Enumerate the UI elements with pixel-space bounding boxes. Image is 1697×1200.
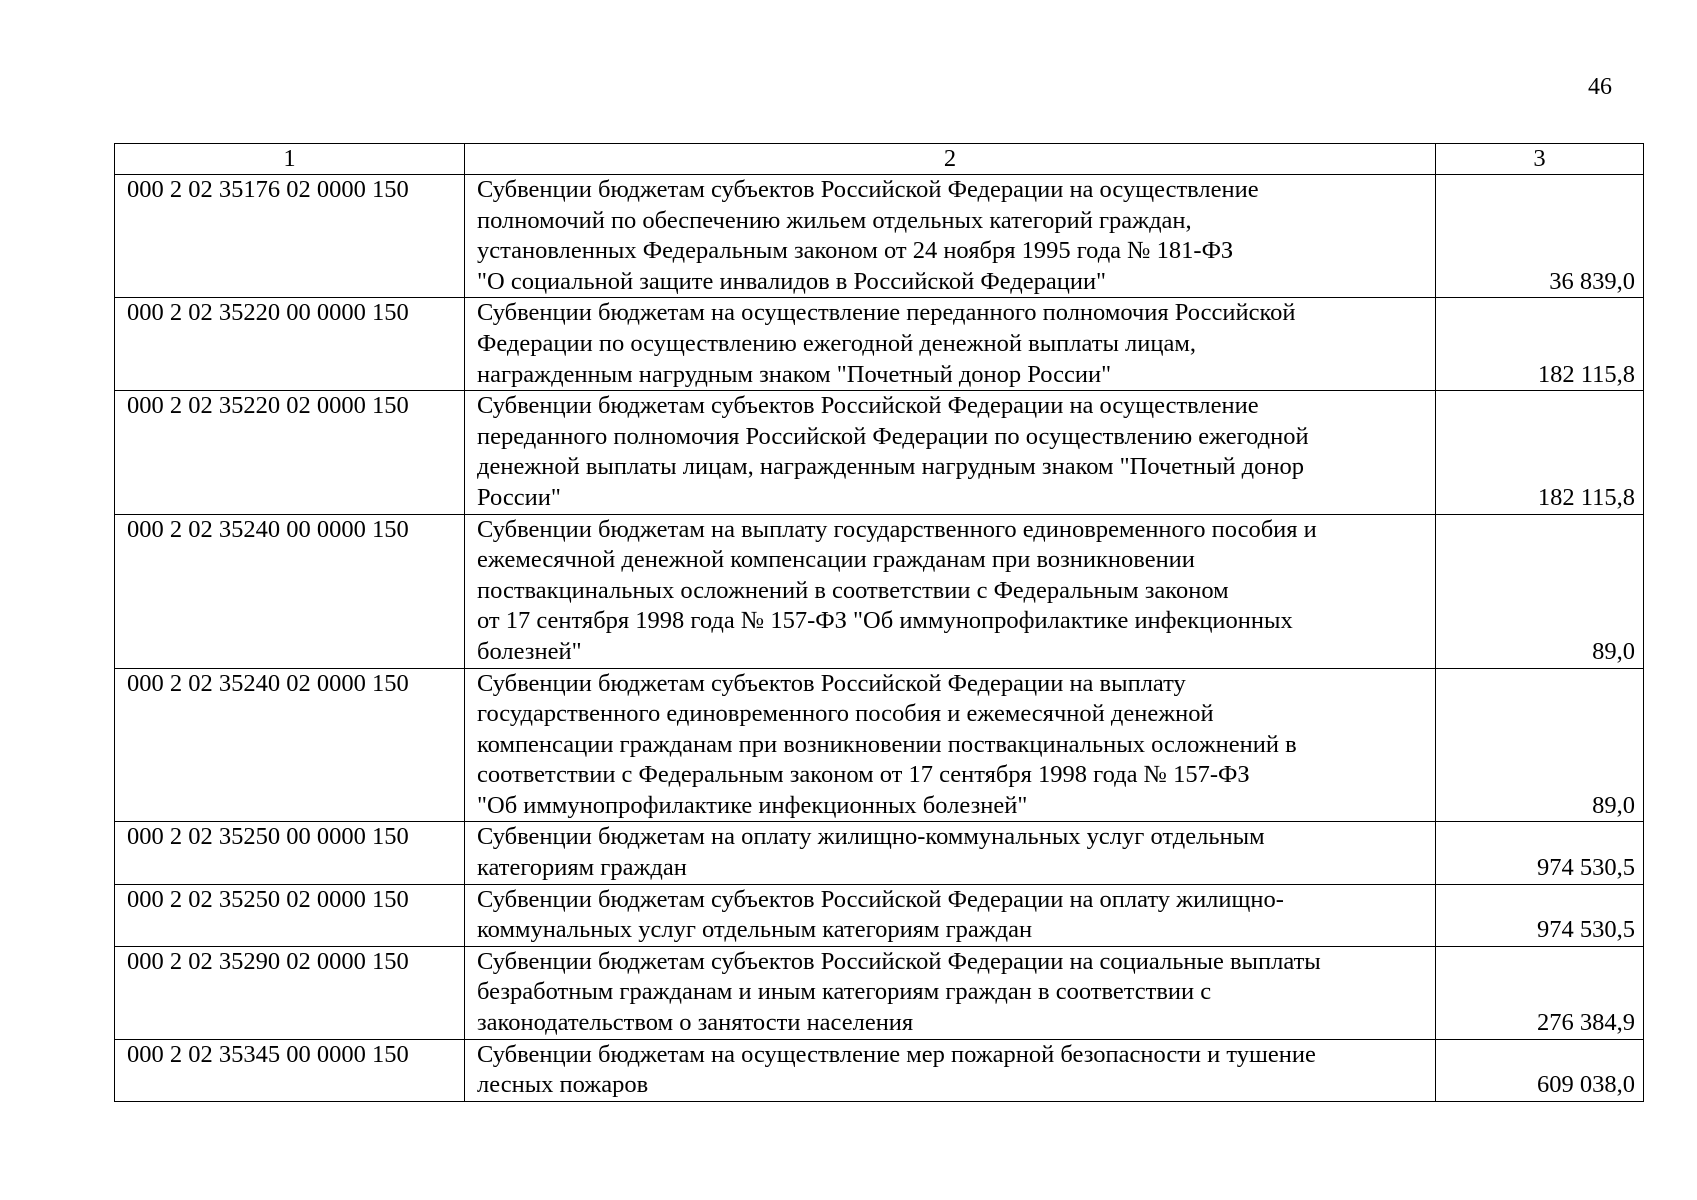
table-row (115, 946, 1644, 1039)
table-row (115, 514, 1644, 668)
description-line: Субвенции бюджетам субъектов Российской Федерации на осуществление (477, 392, 1259, 420)
table-header-row (115, 144, 1644, 175)
description-line: ежемесячной денежной компенсации гражданам при возникновении (477, 546, 1195, 574)
table-row (115, 1039, 1644, 1101)
cell-description (465, 175, 1436, 298)
cell-budget-code: 000 2 02 35240 02 0000 150 (115, 668, 465, 822)
cell-description (465, 668, 1436, 822)
description-line: Федерации по осуществлению ежегодной денежной выплаты лицам, (477, 329, 1197, 357)
table-row (115, 175, 1644, 298)
description-line: денежной выплаты лицам, награжденным нагрудным знаком "Почетный донор (477, 453, 1304, 481)
description-line: от 17 сентября 1998 года № 157-ФЗ "Об иммунопрофилактике инфекционных (477, 607, 1293, 635)
cell-budget-code: 000 2 02 35345 00 0000 150 (115, 1039, 465, 1101)
description-line: России" (477, 483, 561, 511)
cell-description (465, 391, 1436, 514)
cell-amount: 276 384,9 (1436, 946, 1644, 1039)
description-line: безработным гражданам и иным категориям граждан в соответствии с (477, 978, 1212, 1006)
cell-description (465, 298, 1436, 391)
table-row (115, 884, 1644, 946)
description-line: соответствии с Федеральным законом от 17 сентября 1998 года № 157-ФЗ (477, 761, 1250, 789)
cell-description (465, 822, 1436, 884)
description-line: законодательством о занятости населения (477, 1009, 914, 1037)
description-line: Субвенции бюджетам субъектов Российской Федерации на выплату (477, 669, 1186, 697)
cell-amount: 974 530,5 (1436, 822, 1644, 884)
cell-amount: 182 115,8 (1436, 298, 1644, 391)
cell-description (465, 1039, 1436, 1101)
cell-budget-code: 000 2 02 35220 00 0000 150 (115, 298, 465, 391)
description-line: установленных Федеральным законом от 24 ноября 1995 года № 181-ФЗ (477, 237, 1234, 265)
description-line: категориям граждан (477, 854, 687, 882)
column-header-description: 2 (465, 144, 1436, 175)
table-row (115, 298, 1644, 391)
description-line: поствакцинальных осложнений в соответствии с Федеральным законом (477, 576, 1229, 604)
cell-amount: 182 115,8 (1436, 391, 1644, 514)
table-row (115, 822, 1644, 884)
cell-amount: 89,0 (1436, 514, 1644, 668)
description-line: "Об иммунопрофилактике инфекционных болезней" (477, 791, 1028, 819)
description-line: Субвенции бюджетам субъектов Российской Федерации на оплату жилищно- (477, 885, 1284, 913)
page-number: 46 (1588, 74, 1612, 100)
description-line: государственного единовременного пособия и ежемесячной денежной (477, 700, 1214, 728)
cell-description (465, 946, 1436, 1039)
description-line: "О социальной защите инвалидов в Российской Федерации" (477, 267, 1107, 295)
column-header-code: 1 (115, 144, 465, 175)
cell-budget-code: 000 2 02 35290 02 0000 150 (115, 946, 465, 1039)
cell-budget-code: 000 2 02 35220 02 0000 150 (115, 391, 465, 514)
description-line: компенсации гражданам при возникновении поствакцинальных осложнений в (477, 730, 1297, 758)
description-line: Субвенции бюджетам на осуществление переданного полномочия Российской (477, 299, 1296, 327)
cell-amount: 609 038,0 (1436, 1039, 1644, 1101)
description-line: Субвенции бюджетам субъектов Российской Федерации на осуществление (477, 176, 1259, 203)
cell-description (465, 514, 1436, 668)
table-row (115, 668, 1644, 822)
cell-amount: 89,0 (1436, 668, 1644, 822)
description-line: переданного полномочия Российской Федерации по осуществлению ежегодной (477, 422, 1309, 450)
description-line: Субвенции бюджетам на оплату жилищно-коммунальных услуг отдельным (477, 823, 1265, 851)
cell-budget-code: 000 2 02 35176 02 0000 150 (115, 175, 465, 298)
table-body (115, 175, 1644, 1102)
cell-amount: 36 839,0 (1436, 175, 1644, 298)
description-line: коммунальных услуг отдельным категориям граждан (477, 916, 1033, 944)
cell-amount: 974 530,5 (1436, 884, 1644, 946)
table-row (115, 391, 1644, 514)
column-header-amount: 3 (1436, 144, 1644, 175)
budget-revenue-table (114, 143, 1644, 1102)
description-line: Субвенции бюджетам на осуществление мер пожарной безопасности и тушение (477, 1040, 1316, 1068)
description-line: Субвенции бюджетам на выплату государственного единовременного пособия и (477, 515, 1317, 543)
cell-budget-code: 000 2 02 35250 00 0000 150 (115, 822, 465, 884)
description-line: лесных пожаров (477, 1071, 649, 1099)
description-line: награжденным нагрудным знаком "Почетный донор России" (477, 360, 1112, 388)
cell-budget-code: 000 2 02 35250 02 0000 150 (115, 884, 465, 946)
cell-description (465, 884, 1436, 946)
cell-budget-code: 000 2 02 35240 00 0000 150 (115, 514, 465, 668)
description-line: Субвенции бюджетам субъектов Российской Федерации на социальные выплаты (477, 947, 1321, 975)
description-line: полномочий по обеспечению жильем отдельных категорий граждан, (477, 206, 1192, 234)
description-line: болезней" (477, 637, 582, 665)
